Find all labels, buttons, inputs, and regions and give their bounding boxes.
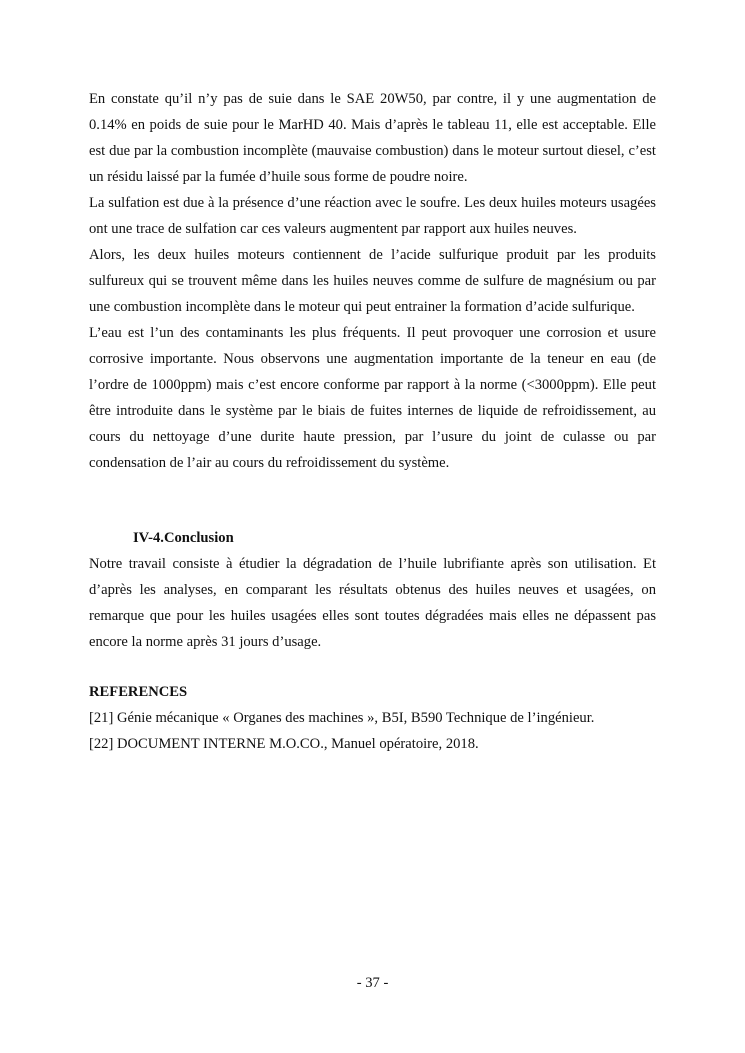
paragraph-soot: En constate qu’il n’y pas de suie dans le SAE 20W50, par contre, il y une augmentation de 0.14% en poids de suie pour le MarHD 40. Mais d’après le tableau 11, elle est acceptable. Elle est due par la combustion incomplète (mauvaise combustion) dans le moteur surtout diesel, c’est un résidu laissé par la fumée d’huile sous forme de poudre noire. (89, 91, 656, 185)
conclusion-heading: IV-4.Conclusion (133, 530, 234, 546)
page-number: - 37 - (356, 975, 389, 991)
references-list (89, 705, 656, 757)
conclusion-paragraph: Notre travail consiste à étudier la dégradation de l’huile lubrifiante après son utilisation. Et d’après les analyses, en comparant les résultats obtenus des huiles neuves et usagées, on remarque que pour les huiles usagées elles sont toutes dégradées mais elles ne dépassent pas encore la norme après 31 jours d’usage. (89, 556, 656, 650)
body-text (89, 86, 656, 476)
paragraph-water: L’eau est l’un des contaminants les plus fréquents. Il peut provoquer une corrosion et usure corrosive importante. Nous observons une augmentation importante de la teneur en eau (de l’ordre de 1000ppm) mais c’est encore conforme par rapport à la norme (<3000ppm). Elle peut être introduite dans le système par le biais de fuites internes de liquide de refroidissement, au cours du nettoyage d’une durite haute pression, par l’usure du joint de culasse ou par condensation de l’air au cours du refroidissement du système. (89, 325, 656, 471)
reference-item: [21] Génie mécanique « Organes des machines », B5I, B590 Technique de l’ingénieur. (89, 710, 595, 726)
paragraph-sulfuric-acid: Alors, les deux huiles moteurs contiennent de l’acide sulfurique produit par les produits sulfureux qui se trouvent même dans les huiles neuves comme de sulfure de magnésium ou par une combustion incomplète dans le moteur qui peut entrainer la formation d’acide sulfurique. (89, 247, 656, 315)
references-heading: REFERENCES (89, 684, 188, 700)
paragraph-sulfation: La sulfation est due à la présence d’une réaction avec le soufre. Les deux huiles moteurs usagées ont une trace de sulfation car ces valeurs augmentent par rapport aux huiles neuves. (89, 195, 656, 237)
reference-item: [22] DOCUMENT INTERNE M.O.CO., Manuel opératoire, 2018. (89, 736, 479, 752)
